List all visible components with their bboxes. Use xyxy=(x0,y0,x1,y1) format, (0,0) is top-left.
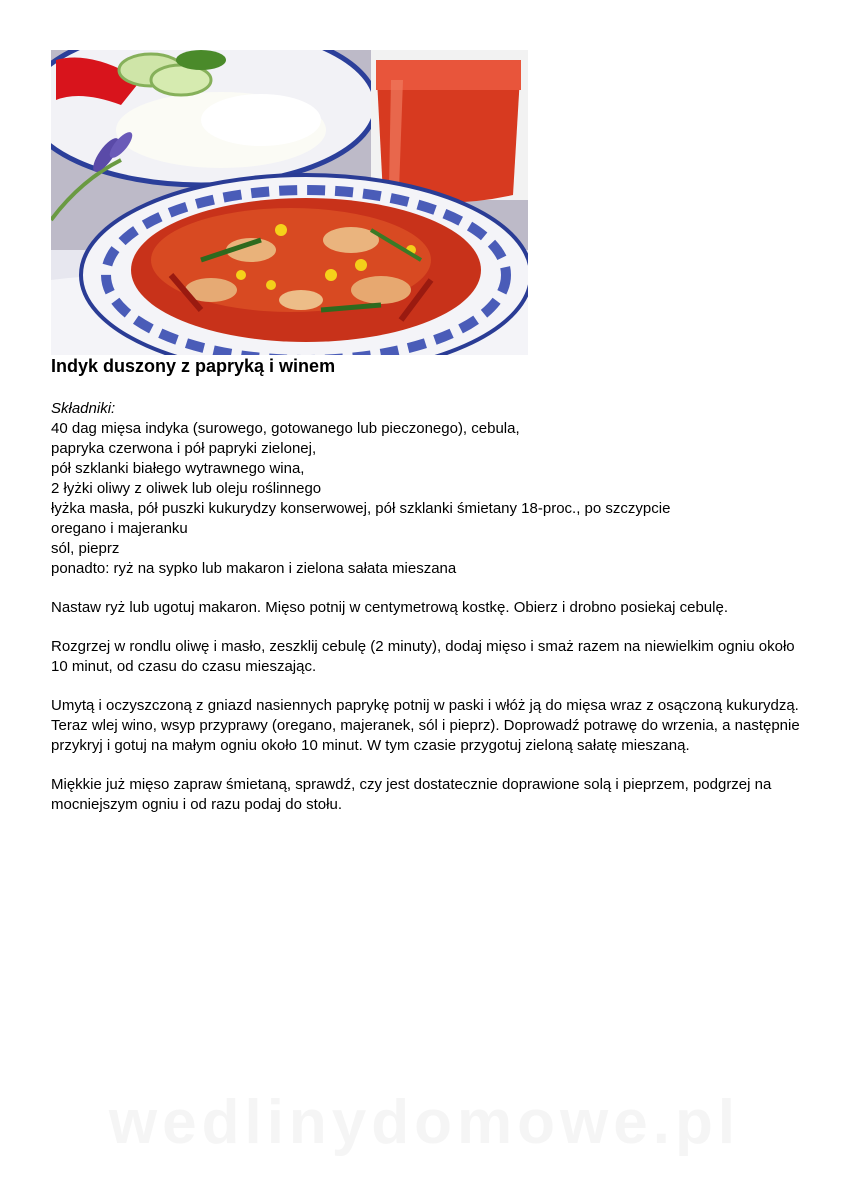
ingredient-line: 40 dag mięsa indyka (surowego, gotowanego lub pieczonego), cebula, xyxy=(51,420,520,437)
ingredient-line: pół szklanki białego wytrawnego wina, xyxy=(51,460,305,477)
ingredient-line: oregano i majeranku xyxy=(51,520,188,537)
instruction-paragraph: Nastaw ryż lub ugotuj makaron. Mięso potnij w centymetrową kostkę. Obierz i drobno posiekaj cebulę. xyxy=(51,599,728,616)
watermark: wedlinydomowe.pl xyxy=(108,1088,741,1157)
recipe-title: Indyk duszony z papryką i winem xyxy=(51,356,336,376)
instruction-paragraph: Rozgrzej w rondlu oliwę i masło, zeszklij cebulę (2 minuty), dodaj mięso i smaż razem na niewielkim ogniu około 10 minut, od czasu do czasu mieszając. xyxy=(51,638,795,675)
recipe-body xyxy=(51,399,811,815)
ingredients-heading: Składniki: xyxy=(51,400,116,417)
ingredient-line: 2 łyżki oliwy z oliwek lub oleju roślinnego xyxy=(51,480,322,497)
ingredient-line: papryka czerwona i pół papryki zielonej, xyxy=(51,440,317,457)
dish-photo xyxy=(51,50,528,355)
instruction-paragraph: Miękkie już mięso zapraw śmietaną, sprawdź, czy jest dostatecznie doprawione solą i pieprzem, podgrzej na mocniejszym ogniu i od razu podaj do stołu. xyxy=(51,776,772,813)
ingredient-line: sól, pieprz xyxy=(51,540,120,557)
ingredient-line: ponadto: ryż na sypko lub makaron i zielona sałata mieszana xyxy=(51,560,457,577)
instruction-paragraph: Umytą i oczyszczoną z gniazd nasiennych paprykę potnij w paski i włóż ją do mięsa wraz z osączoną kukurydzą. Teraz wlej wino, wsyp przyprawy (oregano, majeranek, sól i pieprz). Doprowadź potrawę do wrzenia, a następnie przykryj i gotuj na małym ogniu około 10 minut. W tym czasie przygotuj zieloną sałatę mieszaną. xyxy=(51,697,800,754)
ingredient-line: łyżka masła, pół puszki kukurydzy konserwowej, pół szklanki śmietany 18-proc., po szczypcie xyxy=(51,500,671,517)
